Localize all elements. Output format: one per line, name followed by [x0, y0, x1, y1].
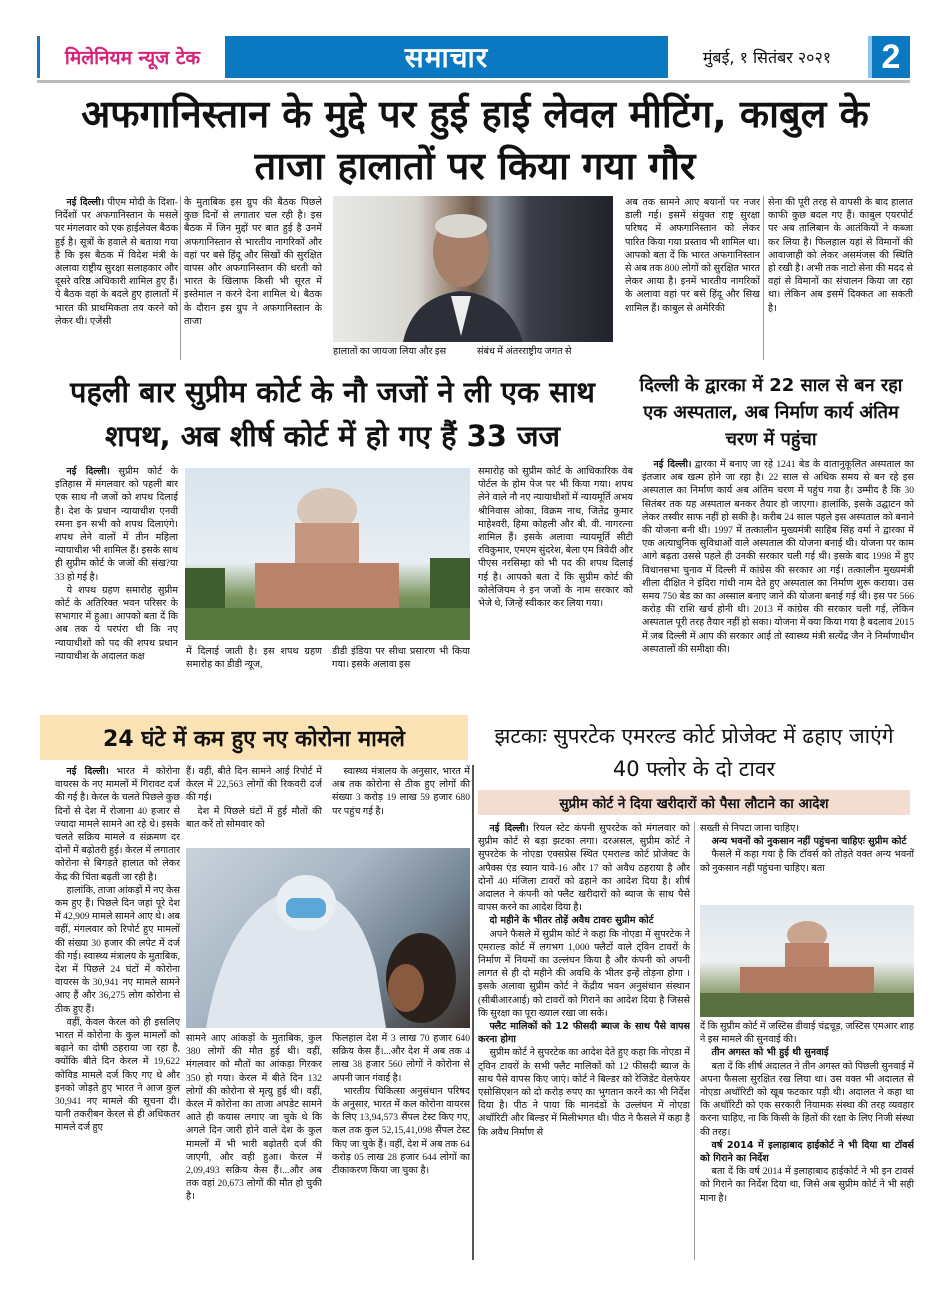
subheading: फ्लैट मालिकों को 12 फीसदी ब्याज के साथ पैसे वापस करना होगा — [478, 1021, 690, 1046]
column-rule — [472, 765, 474, 1260]
subheading: तीन अगस्त को भी हुई थी सुनवाई — [711, 1047, 829, 1059]
article5-col2-bottom — [700, 1020, 914, 1260]
section-title: समाचार — [225, 36, 668, 78]
article-text: ये शपथ ग्रहण समारोह सुप्रीम कोर्ट के अतिरिक्त भवन परिसर के सभागार में हुआ। आपको बता दें कि अब तक ये परपंरा थी कि नए न्यायाधीशों को पद की शपथ प्रधान न्यायाधीश के अदालत कक्ष — [55, 584, 178, 662]
subheadline-box — [478, 790, 910, 815]
newspaper-logo: मिलेनियम न्यूज टेक — [37, 36, 225, 78]
article-text: देश में पिछले घंटों में हुई मौतों की बात करें तो सोमवार को — [186, 805, 322, 830]
article-text: स्वास्थ्य मंत्रालय के अनुसार, भारत में अब तक कोरोना से ठीक हुए लोगों की संख्या 3 करोड़ 19 लाख 59 हजार 680 पर पहुंच गई है। — [332, 766, 470, 817]
article-text: वहीं, केवल केरल को ही इसलिए भारत में कोरोना के कुल मामलों को बढ़ाने का दोषी ठहराया जा रहा है, क्योंकि बीते दिन केरल में 19,622 कोविड मामले दर्ज किए गए थे और इनको जोड़ते हुए भारत ने आज कुल 30,941 नए मामले की सूचना दी। यानी तकरीबन केरल से ही अधिकतर मामले दर्ज हुए — [55, 1016, 180, 1134]
article3-body — [642, 458, 914, 724]
article5-col1 — [478, 822, 690, 1260]
column-rule — [763, 196, 764, 360]
supreme-court-illustration — [185, 468, 470, 640]
subheading: वर्ष 2014 में इलाहाबाद हाईकोर्ट ने भी दिया था टॉवर्स को गिराने का निर्देश — [700, 1139, 914, 1165]
article1-col4: सेना की पूरी तरह से वापसी के बाद हालात काफी कुछ बदल गए हैं। काबुल एयरपोर्ट पर अब तालिबान के आतंकियों ने कब्जा कर लिया है। फिलहाल यहां से विमानों की आवाजाही को लेकर असमंजस की स्थिति हो रखी है। अभी तक नाटो सेना की मदद से वहां से विमानों का संचालन किया जा रहा था। लेकिन अब इसमें दिक्कत आ सकती है। — [768, 197, 913, 314]
article2-col3: समारोह को सुप्रीम कोर्ट के आधिकारिक वेब पोर्टल के होम पेज पर भी किया गया। शपथ लेने वाले नौ नए न्यायाधीशों में न्यायमूर्ति अभय श्रीनिवास ओका, विक्रम नाथ, जितेंद्र कुमार माहेश्वरी, हिमा कोहली और बी. वी. नागरत्ना शामिल हैं। इसके अलावा न्यायमूर्ति सीटी रविकुमार, एमएम सुंदरेश, बेला एम त्रिवेदी और पीएस नरसिम्हा को भी पद की शपथ दिलाई गई है। आपको बता दें कि सुप्रीम कोर्ट की कोलेजियम ने इन जजों के नाम सरकार को भेजे थे, जिन्हें स्वीकार कर लिया गया। — [478, 466, 633, 610]
article-text: फैसले में कहा गया है कि टॉवर्स को तोड़ते वक्त अन्य भवनों को नुकसान नहीं पहुंचना चाहिए। बता — [700, 849, 914, 874]
article4-col2-top — [186, 765, 322, 845]
photo-supreme-court — [185, 468, 470, 640]
edition-date: मुंबई, १ सितंबर २०२१ — [702, 48, 832, 67]
article-text: भारतीय चिकित्सा अनुसंधान परिषद के अनुसार, भारत में कल कोरोना वायरस के लिए 13,94,573 सैंपल टेस्ट किए गए, कल तक कुल 52,15,41,098 सैंपल टेस्ट किए जा चुके हैं। वहीं, देश में अब तक 64 करोड़ 05 लाख 28 हजार 644 लोगों का टीकाकरण किया जा चुका है। — [332, 1085, 470, 1177]
article-text: बता दें कि शीर्ष अदालत ने तीन अगस्त को पिछली सुनवाई में अपना फैसला सुरक्षित रख लिया था। उस वक्त भी अदालत से नोएडा अथॉरिटी को खूब फटकार पड़ी थी। अदालत ने कहा था कि अथॉरिटी को एक सरकारी नियामक संस्था की तरह व्यवहार करना चाहिए, ना कि किसी के हितों की रक्षा के लिए निजी संस्था की तरह। — [700, 1060, 914, 1138]
article5-col2-top — [700, 822, 914, 904]
article1-below-photo-b: संबंध में अंतरराष्ट्रीय जगत से — [477, 346, 572, 357]
photo-minister — [333, 196, 613, 342]
article2-below-photo-b: डीडी इंडिया पर सीधा प्रसारण भी किया गया। इसके अलावा इस — [332, 646, 470, 671]
photo-supreme-court-building — [700, 905, 914, 1017]
headline-supreme-court-judges: पहली बार सुप्रीम कोर्ट के नौ जजों ने ली एक साथ शपथ, अब शीर्ष कोर्ट में हो गए हैं 33 जज — [70, 375, 595, 453]
photo-covid-test — [186, 848, 470, 1028]
article4-col3-top — [332, 765, 470, 845]
dateline: नई दिल्ली। — [489, 823, 529, 834]
article-text: द्वारका में बनाए जा रहे 1241 बेड के वातानुकूलित अस्पताल का इंतजार अब खत्म होने जा रहा है। 22 साल से अधिक समय से बन रहे इस अस्पताल का निर्माण कार्य अब अंतिम चरण में पहुंच गया है। उम्मीद है कि 30 सितंबर तक यह अस्पताल बनकर तैयार हो जाएगा। हालांकि, इसके उद्घाटन को लेकर तस्वीर साफ नहीं हो सकी है। करीब 24 साल पहले इस अस्पताल को बनाने की योजना बनी थी। 1997 में तत्कालीन मुख्यमंत्री साहिब सिंह वर्मा ने द्वारका में एक अत्याधुनिक सुविधाओं वाले अस्पताल की योजना बनाई थी। योजना पर काम आगे बढ़ता उससे पहले ही उनकी सरकार चली गई थी। इसके बाद 1998 में हुए विधानसभा चुनाव में दिल्ली में कांग्रेस की सरकार आ गई। तत्कालीन मुख्यमंत्री शीला दीक्षित ने इंदिरा गांधी नाम देते हुए अस्पताल का निर्माण शुरू कराया। उस समय 750 बेड का का अस्साल बनाए जाने की योजना बनाई गई थी। इस पर 566 करोड़ की राशि खर्च होनी थी। 2013 में कांग्रेस की सरकार चली गई, लेकिन अस्पताल पूरी तरह तैयार नहीं हो सका। योजना में क्या किया गया है बदलाव 2015 में जब दिल्ली में आप की सरकार आई तो स्वास्थ्य मंत्री सत्येंद्र जैन ने निर्माणाधीन अस्पतालों की समीक्षा की। — [642, 459, 914, 655]
headline-corona: 24 घंटे में कम हुए नए कोरोना मामले — [103, 726, 405, 752]
article-text: सुप्रीम कोर्ट के इतिहास में मंगलवार को पहली बार एक साथ नौ जजों को शपथ दिलाई है। देश के प्रधान न्यायाधीश एनवी रमना इन सभी को शपथ दिलाएंगे। शपथ लेने वालों में तीन महिला न्यायाधीश भी शामिल हैं। इसके साथ ही सुप्रीम कोर्ट के जजों की संख?या 33 हो गई है। — [55, 466, 178, 583]
article-text: सख्ती से निपटा जाना चाहिए। — [700, 823, 799, 834]
headline-supertech: झटकाः सुपरटेक एमरल्ड कोर्ट प्रोजेक्ट में ढहाए जाएंगे 40 फ्लोर के दो टावर — [494, 724, 894, 781]
dateline: नई दिल्ली। — [66, 197, 105, 208]
portrait-illustration — [333, 196, 613, 342]
article-text: फिलहाल देश में 3 लाख 70 हजार 640 सक्रिय केस हैं।...और देश में अब तक 4 लाख 38 हजार 560 लोगों ने कोरोना से अपनी जान गंवाई है। — [332, 1033, 470, 1084]
court-building-illustration — [700, 905, 914, 1017]
page-number: 2 — [868, 36, 910, 78]
covid-test-illustration — [186, 848, 470, 1028]
article-text: सुप्रीम कोर्ट ने सुपरटेक का आदेश देते हुए कहा कि नोएडा में ट्विन टावरों के सभी फ्लैट मालिकों को 12 फीसदी ब्याज के साथ पैसे वापस किए जाएं। कोर्ट ने बिल्डर को रेजिडेंट वेलफेयर एसोसिएशन को दो करोड़ रुपए का भुगतान करने का भी निर्देश दिया है। पीठ ने पाया कि मानदंडों के उल्लंघन में नोएडा अथॉरिटी और बिल्डर में मिलीभगत थी। पीठ ने फैसले में कहा है कि अवैध निर्माण से — [478, 1047, 690, 1138]
article-text: बता दें कि वर्ष 2014 में इलाहाबाद हाईकोर्ट ने भी इन टावर्स को गिराने का निर्देश दिया था, जिसे अब सुप्रीम कोर्ट ने भी सही माना है। — [700, 1166, 914, 1204]
article1-col2 — [184, 196, 322, 360]
dateline: नई दिल्ली। — [653, 459, 692, 470]
article-text: के मुताबिक इस ग्रुप की बैठक पिछले कुछ दिनों से लगातार चल रही है। इस बैठक में जिन मुद्दों पर बात हुई है उनमें अफगानिस्तान से भारतीय नागरिकों और वहां पर बसे हिंदू और सिखों की सुरक्षित वापस और अफगानिस्तान की धरती को भारत के खिलाफ किसी भी सूरत में इस्तेमाल न करने देना शामिल थे। बैठक के दौरान इस ग्रुप ने अफगानिस्तान के ताजा — [184, 197, 322, 327]
dateline: नई दिल्ली। — [66, 766, 109, 777]
column-rule — [694, 822, 695, 1260]
article4-col1 — [55, 765, 180, 1259]
article1-below-photo-a: हालातों का जायजा लिया और इस — [333, 346, 447, 357]
article-text: भारत में कोरोना वायरस के नए मामलों में गिरावट दर्ज की गई है। केरल के चलते पिछले कुछ दिनों से देश में रोजाना 40 हजार से ज्यादा मामले सामने आ रहे थे। इसके चलते सक्रिय मामले व संक्रमण दर दोनों में बढ़ोतरी हुई। केरल में लगातार कोरोना से बिगड़ते हालात को लेकर केंद्र की चिंता बढ़ती जा रही है। — [55, 766, 180, 883]
subheading: दो महीने के भीतर तोड़ें अवैध टावरः सुप्रीम कोर्ट — [489, 915, 654, 927]
article2-col1 — [55, 465, 178, 707]
article-text: हालांकि, ताजा आंकड़ों में नए केस कम हुए हैं। पिछले दिन जहां पूरे देश में 42,909 मामले सामने आए थे। अब वहीं, मंगलवार को रिपोर्ट हुए मामलों की संख्या 30 हजार की लपेट में दर्ज की गई। स्वास्थ्य मंत्रालय के मुताबिक, देश में पिछले 24 घंटों में कोरोना वायरस के 30,941 नए मामले सामने आए हैं और 36,275 लोग कोरोना से ठीक हुए हैं। — [55, 884, 180, 1015]
article-text: दें कि सुप्रीम कोर्ट में जस्टिस डीवाई चंद्रचूड़, जस्टिस एमआर शाह ने इस मामले की सुनवाई की। — [700, 1021, 914, 1046]
column-rule — [180, 196, 181, 360]
subheadline: सुप्रीम कोर्ट ने दिया खरीदारों को पैसा लौटाने का आदेश — [559, 795, 829, 812]
article1-col1 — [55, 196, 178, 342]
article-text: पीएम मोदी के दिशा-निर्देशों पर अफगानिस्तान के मसले पर मंगलवार को एक हाईलेवल बैठक हुई है। सूत्रों के हवाले से बताया गया है कि इस बैठक में विदेश मंत्री के अलावा राष्ट्रीय सुरक्षा सलाहकार और दूसरे वरिष्ठ अधिकारी शामिल हुए हैं। ये बैठक वहां के बदले हुए हालातों में भारत की प्राथमिकता तय करने को लेकर थी। एजेंसी — [55, 197, 178, 327]
header-divider — [37, 80, 910, 83]
headline-dwarka-hospital: दिल्ली के द्वारका में 22 साल से बन रहा एक अस्पताल, अब निर्माण कार्य अंतिम चरण में पहुंचा — [639, 375, 903, 450]
article4-col3-bottom — [332, 1032, 470, 1260]
article-text: अपने फैसले में सुप्रीम कोर्ट ने कहा कि नोएडा में सुपरटेक ने एमराल्ड कोर्ट में लगभग 1,000 फ्लैटों वाले ट्विन टावरों के निर्माण में नियमों का उल्लंघन किया है और कंपनी को अपनी लागत से ही दो महीने की अवधि के भीतर इन्हें तोड़ना होगा । इसके अलावा सुप्रीम कोर्ट ने केंद्रीय भवन अनुसंधान संस्थान (सीबीआरआई) को टावरों को गिराने का आदेश दिया है जिससे कि सुरक्षा का पूरा ख्याल रखा जा सके। — [478, 928, 690, 1019]
article-text: रियल स्टेट कंपनी सुपरटेक को मंगलवार को सुप्रीम कोर्ट से बड़ा झटका लगा। दरअसल, सुप्रीम कोर्ट ने सुपरटेक के नोएडा एक्सप्रेस स्थित एमराल्ड कोर्ट प्रोजेक्ट के अपैक्स एंड स्यान यावे-16 और 17 को अवैध ठहराया है और दोनों 40 मंजिला टावरों को ढहाने का आदेश दिया है। शीर्ष अदालत ने कंपनी को फ्लैट खरीदारों को ब्याज के साथ पैसे वापस करने का आदेश दिया है। — [478, 823, 690, 914]
article-text: हैं। वहीं, बीते दिन सामने आई रिपोर्ट में केरल में 22,563 लोगों की रिकवरी दर्ज की गई। — [186, 766, 322, 804]
dateline: नई दिल्ली। — [66, 466, 110, 477]
headline-afghanistan: अफगानिस्तान के मुद्दे पर हुई हाई लेवल मीटिंग, काबुल के ताजा हालातों पर किया गया गौर — [81, 92, 869, 188]
article4-col2-bottom: सामने आए आंकड़ों के मुताबिक, कुल 380 लोगों की मौत हुई थी। वहीं, मंगलवार को मौतों का आंकड़ा गिरकर 350 हो गया। केरल में बीते दिन 132 लोगों की कोरोना से मृत्यु हुई थी। वहीं, केरल में कोरोना का ताजा अपडेट सामने आते ही कयास लगाए जा चुके थे कि अगले दिन जारी होने वाले देश के कुल मामलों में भी भारी बढ़ोतरी दर्ज की जाएगी, और वही हुआ। केरल में 2,09,493 सक्रिय केस हैं।...और अब तक वहां 20,673 लोगों की मौत हो चुकी है। — [186, 1033, 322, 1203]
article1-col3: अब तक सामने आए बयानों पर नजर डाली गई। इसमें संयुक्त राष्ट्र सुरक्षा परिषद में अफगानिस्तान को लेकर पारित किया गया प्रस्ताव भी शामिल था। आपको बता दें कि भारत अफगानिस्तान से अब तक 800 लोगों को सुरक्षित भारत लेकर आया है। इनमें भारतीय नागरिकों के अलावा वहां पर बसे हिंदू और सिख शामिल हैं। काबुल से अमेरिकी — [625, 197, 760, 314]
headline-box-corona — [40, 715, 468, 760]
subheading: अन्य भवनों को नुकसान नहीं पहुंचना चाहिएः सुप्रीम कोर्ट — [711, 836, 907, 848]
article2-below-photo-a: में दिलाई जाती है। इस शपथ ग्रहण समारोह का डीडी न्यूज, — [186, 646, 322, 671]
